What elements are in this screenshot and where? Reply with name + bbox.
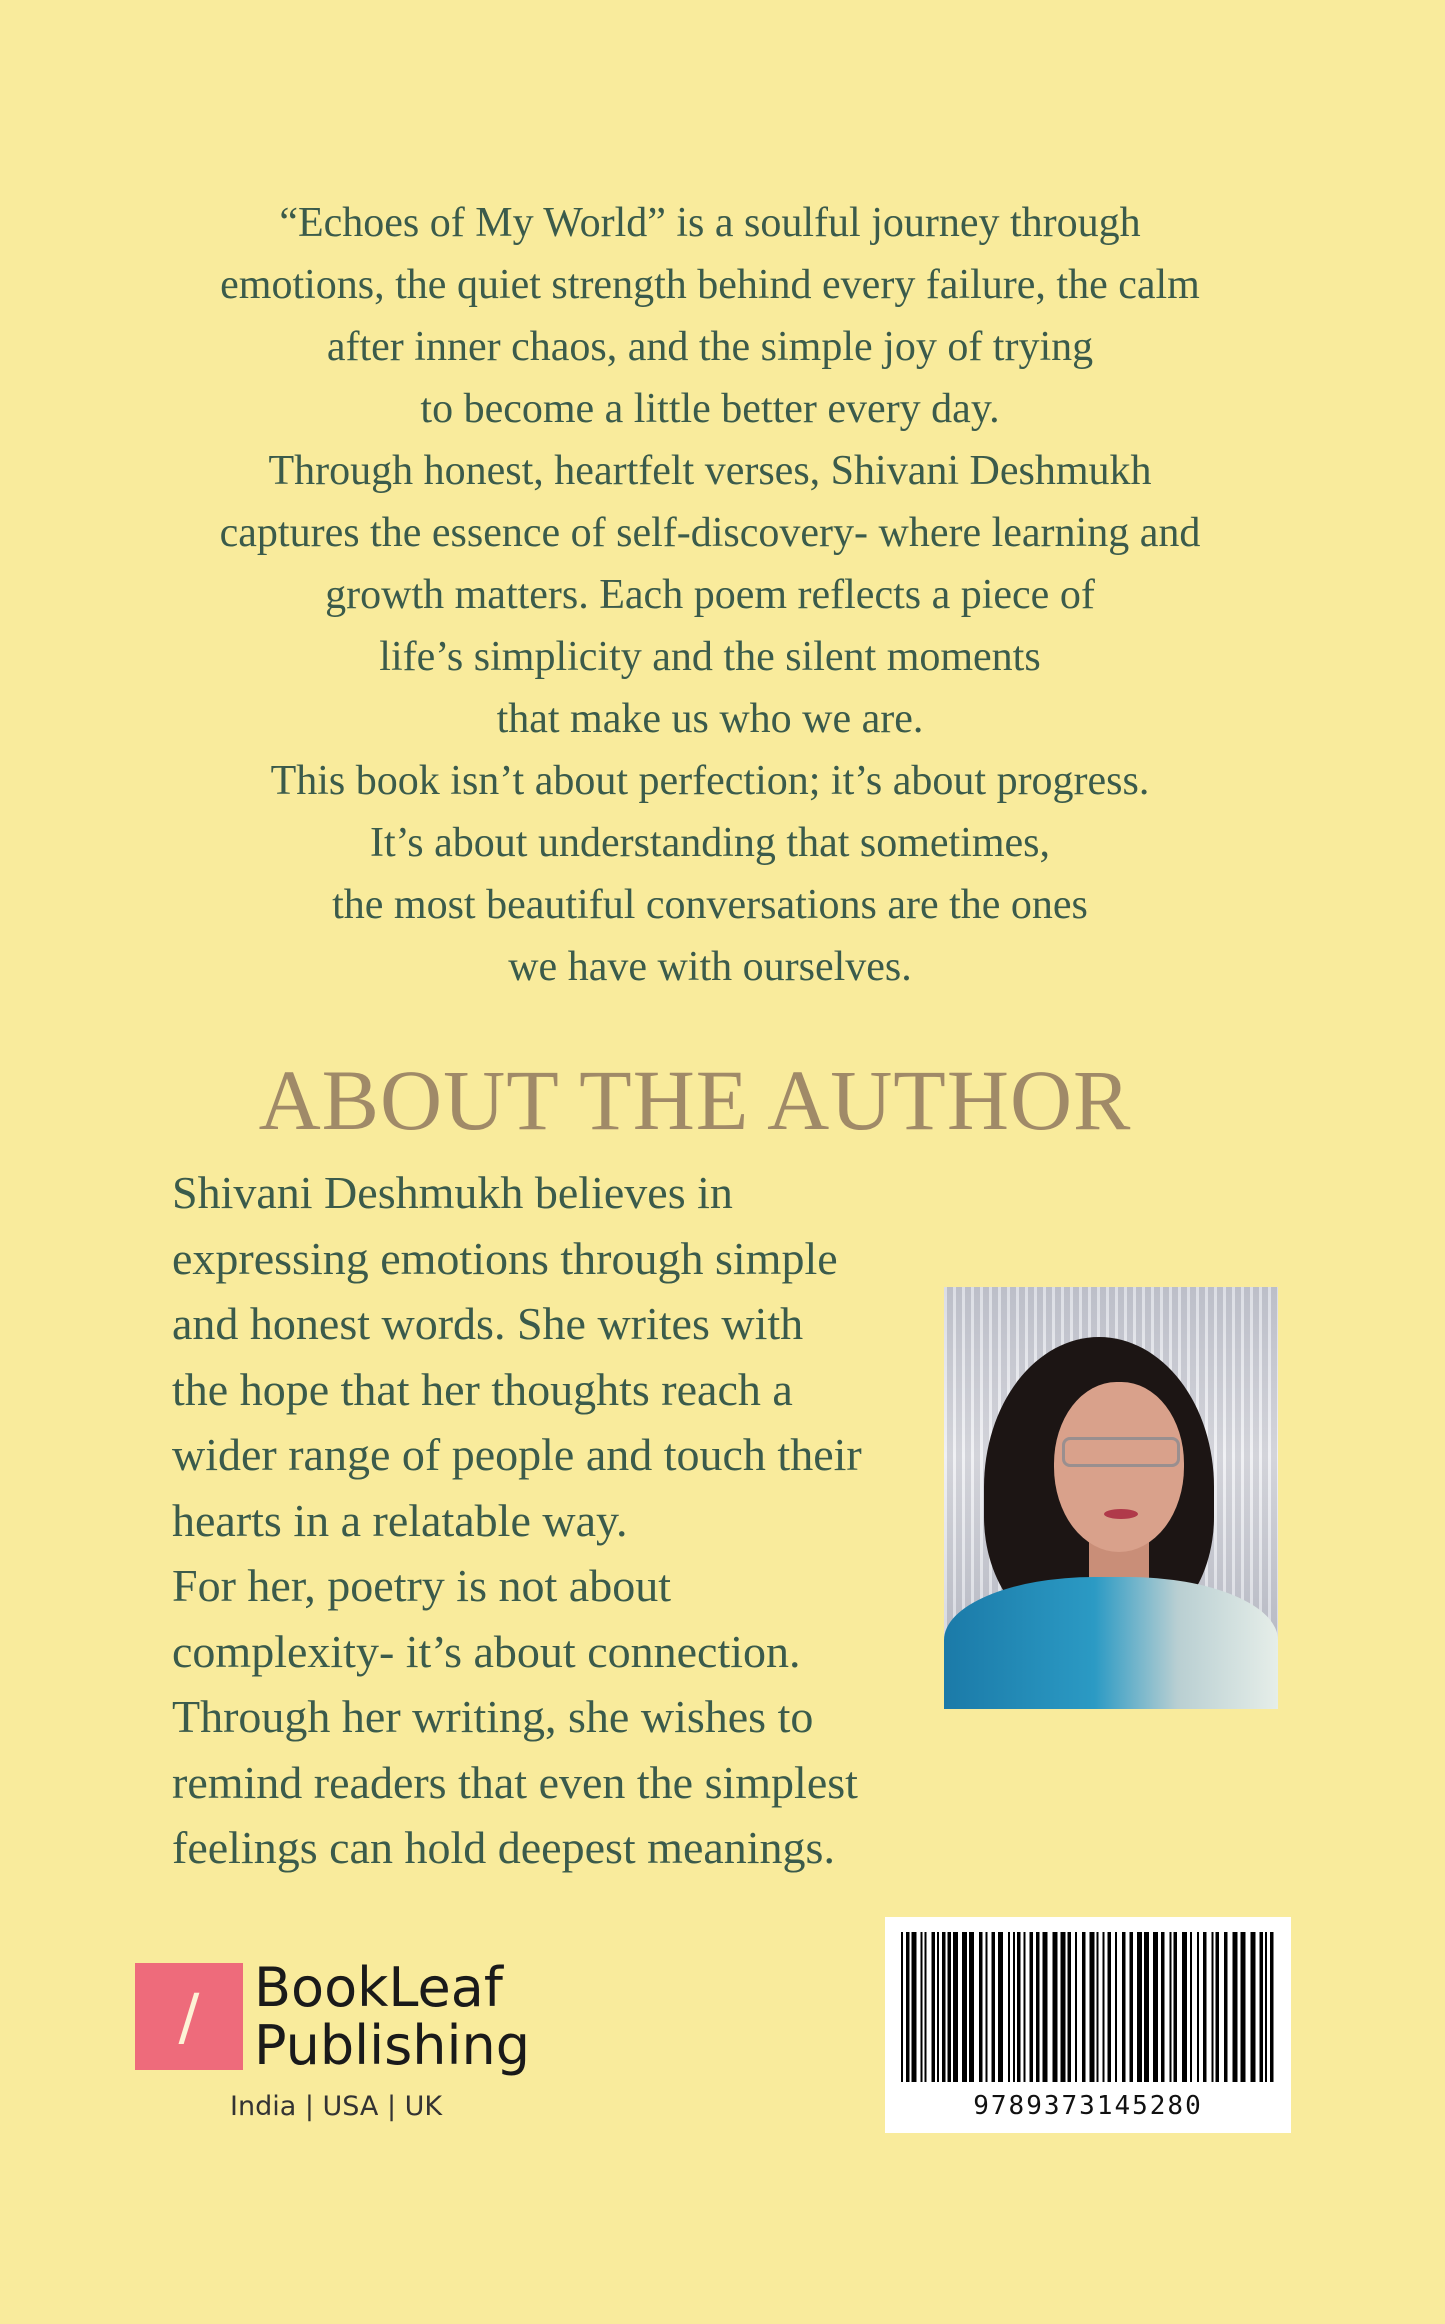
barcode-bar bbox=[1212, 1932, 1214, 2082]
blurb-line: Through honest, heartfelt verses, Shivani Deshmukh bbox=[268, 448, 1152, 494]
isbn-barcode bbox=[885, 1917, 1291, 2133]
barcode-bar bbox=[992, 1932, 996, 2082]
blurb-line: captures the essence of self-discovery- where learning and bbox=[219, 510, 1201, 556]
bio-line: Through her writing, she wishes to bbox=[172, 1691, 814, 1742]
publisher-regions: India | USA | UK bbox=[230, 2091, 443, 2122]
barcode-bar bbox=[1122, 1932, 1126, 2082]
blurb-line: growth matters. Each poem reflects a piece of bbox=[325, 572, 1095, 618]
photo-clothing bbox=[944, 1577, 1278, 1709]
bio-line: expressing emotions through simple bbox=[172, 1232, 838, 1284]
barcode-bar bbox=[1075, 1932, 1077, 2082]
publisher-name-line1: BookLeaf bbox=[254, 1956, 503, 2019]
author-photo bbox=[944, 1287, 1278, 1709]
barcode-bar bbox=[1115, 1932, 1117, 2082]
barcode-bar bbox=[962, 1932, 967, 2082]
blurb-line: to become a little better every day. bbox=[420, 386, 1000, 432]
barcode-bar bbox=[1203, 1932, 1207, 2082]
photo-lips bbox=[1104, 1509, 1138, 1519]
barcode-bar bbox=[1090, 1932, 1095, 2082]
barcode-bar bbox=[1170, 1932, 1172, 2082]
barcode-bar bbox=[1182, 1932, 1187, 2082]
bio-line: Shivani Deshmukh believes in bbox=[172, 1167, 733, 1218]
barcode-bar bbox=[925, 1932, 927, 2082]
blurb-line: life’s simplicity and the silent moments bbox=[379, 634, 1041, 680]
publisher-name-line2: Publishing bbox=[254, 2014, 530, 2077]
barcode-bar bbox=[901, 1932, 903, 2082]
barcode-bar bbox=[906, 1932, 910, 2082]
barcode-bars bbox=[899, 1932, 1277, 2082]
photo-glasses bbox=[1062, 1437, 1180, 1467]
blurb-line: that make us who we are. bbox=[496, 696, 924, 742]
barcode-bar bbox=[1137, 1932, 1142, 2082]
barcode-bar bbox=[1197, 1932, 1199, 2082]
barcode-bar bbox=[1161, 1932, 1165, 2082]
barcode-bar bbox=[1024, 1932, 1026, 2082]
barcode-bar bbox=[1190, 1932, 1192, 2082]
barcode-bar bbox=[1251, 1932, 1256, 2082]
barcode-bar bbox=[1013, 1932, 1015, 2082]
barcode-bar bbox=[1097, 1932, 1099, 2082]
about-author-heading: ABOUT THE AUTHOR bbox=[258, 1052, 1132, 1148]
barcode-bar bbox=[1233, 1932, 1238, 2082]
barcode-bar bbox=[1174, 1932, 1178, 2082]
barcode-bar bbox=[921, 1932, 923, 2082]
barcode-bar bbox=[932, 1932, 936, 2082]
blurb-line: emotions, the quiet strength behind every failure, the calm bbox=[220, 262, 1200, 308]
blurb-line: after inner chaos, and the simple joy of trying bbox=[326, 324, 1094, 370]
blurb-line: “Echoes of My World” is a soulful journey through bbox=[279, 200, 1141, 246]
barcode-bar bbox=[1224, 1932, 1228, 2082]
bio-line: and honest words. She writes with bbox=[172, 1298, 804, 1349]
publisher-logo-mark: / bbox=[135, 1963, 243, 2070]
isbn-number: 9789373145280 bbox=[973, 2091, 1203, 2121]
book-blurb bbox=[100, 192, 1320, 998]
barcode-bar bbox=[1241, 1932, 1246, 2082]
barcode-bar bbox=[1068, 1932, 1072, 2082]
bio-line: the hope that her thoughts reach a bbox=[172, 1363, 793, 1415]
barcode-bar bbox=[979, 1932, 983, 2082]
barcode-bar bbox=[912, 1932, 917, 2082]
barcode-bar bbox=[986, 1932, 988, 2082]
blurb-line: This book isn’t about perfection; it’s about progress. bbox=[270, 758, 1150, 804]
barcode-bar bbox=[1108, 1932, 1112, 2082]
blurb-line: the most beautiful conversations are the ones bbox=[332, 882, 1088, 928]
barcode-bar bbox=[1265, 1932, 1267, 2082]
barcode-bar bbox=[942, 1932, 946, 2082]
barcode-bar bbox=[1053, 1932, 1058, 2082]
barcode-bar bbox=[969, 1932, 974, 2082]
blurb-line: It’s about understanding that sometimes, bbox=[369, 820, 1051, 866]
author-bio bbox=[172, 1160, 952, 1881]
barcode-bar bbox=[998, 1932, 1003, 2082]
barcode-bar bbox=[1017, 1932, 1021, 2082]
bio-line: hearts in a relatable way. bbox=[172, 1494, 628, 1546]
barcode-bar bbox=[1153, 1932, 1158, 2082]
bio-line: feelings can hold deepest meanings. bbox=[172, 1822, 835, 1873]
barcode-bar bbox=[1008, 1932, 1010, 2082]
barcode-bar bbox=[1260, 1932, 1264, 2082]
publisher-name bbox=[254, 1956, 530, 2077]
barcode-bar bbox=[1082, 1932, 1086, 2082]
barcode-bar bbox=[1270, 1932, 1274, 2082]
barcode-bar bbox=[1030, 1932, 1034, 2082]
barcode-bar bbox=[937, 1932, 939, 2082]
bio-line: For her, poetry is not about bbox=[172, 1560, 671, 1611]
barcode-bar bbox=[1043, 1932, 1048, 2082]
barcode-bar bbox=[948, 1932, 952, 2082]
barcode-bar bbox=[1216, 1932, 1220, 2082]
blurb-line: we have with ourselves. bbox=[508, 944, 912, 990]
photo-face bbox=[1054, 1382, 1184, 1552]
bio-line: remind readers that even the simplest bbox=[172, 1756, 858, 1808]
barcode-bar bbox=[1130, 1932, 1134, 2082]
barcode-bar bbox=[953, 1932, 958, 2082]
barcode-bar bbox=[1103, 1932, 1105, 2082]
bio-line: complexity- it’s about connection. bbox=[172, 1625, 801, 1677]
barcode-bar bbox=[1144, 1932, 1149, 2082]
barcode-bar bbox=[1061, 1932, 1066, 2082]
barcode-bar bbox=[1036, 1932, 1040, 2082]
bio-line: wider range of people and touch their bbox=[172, 1429, 862, 1480]
